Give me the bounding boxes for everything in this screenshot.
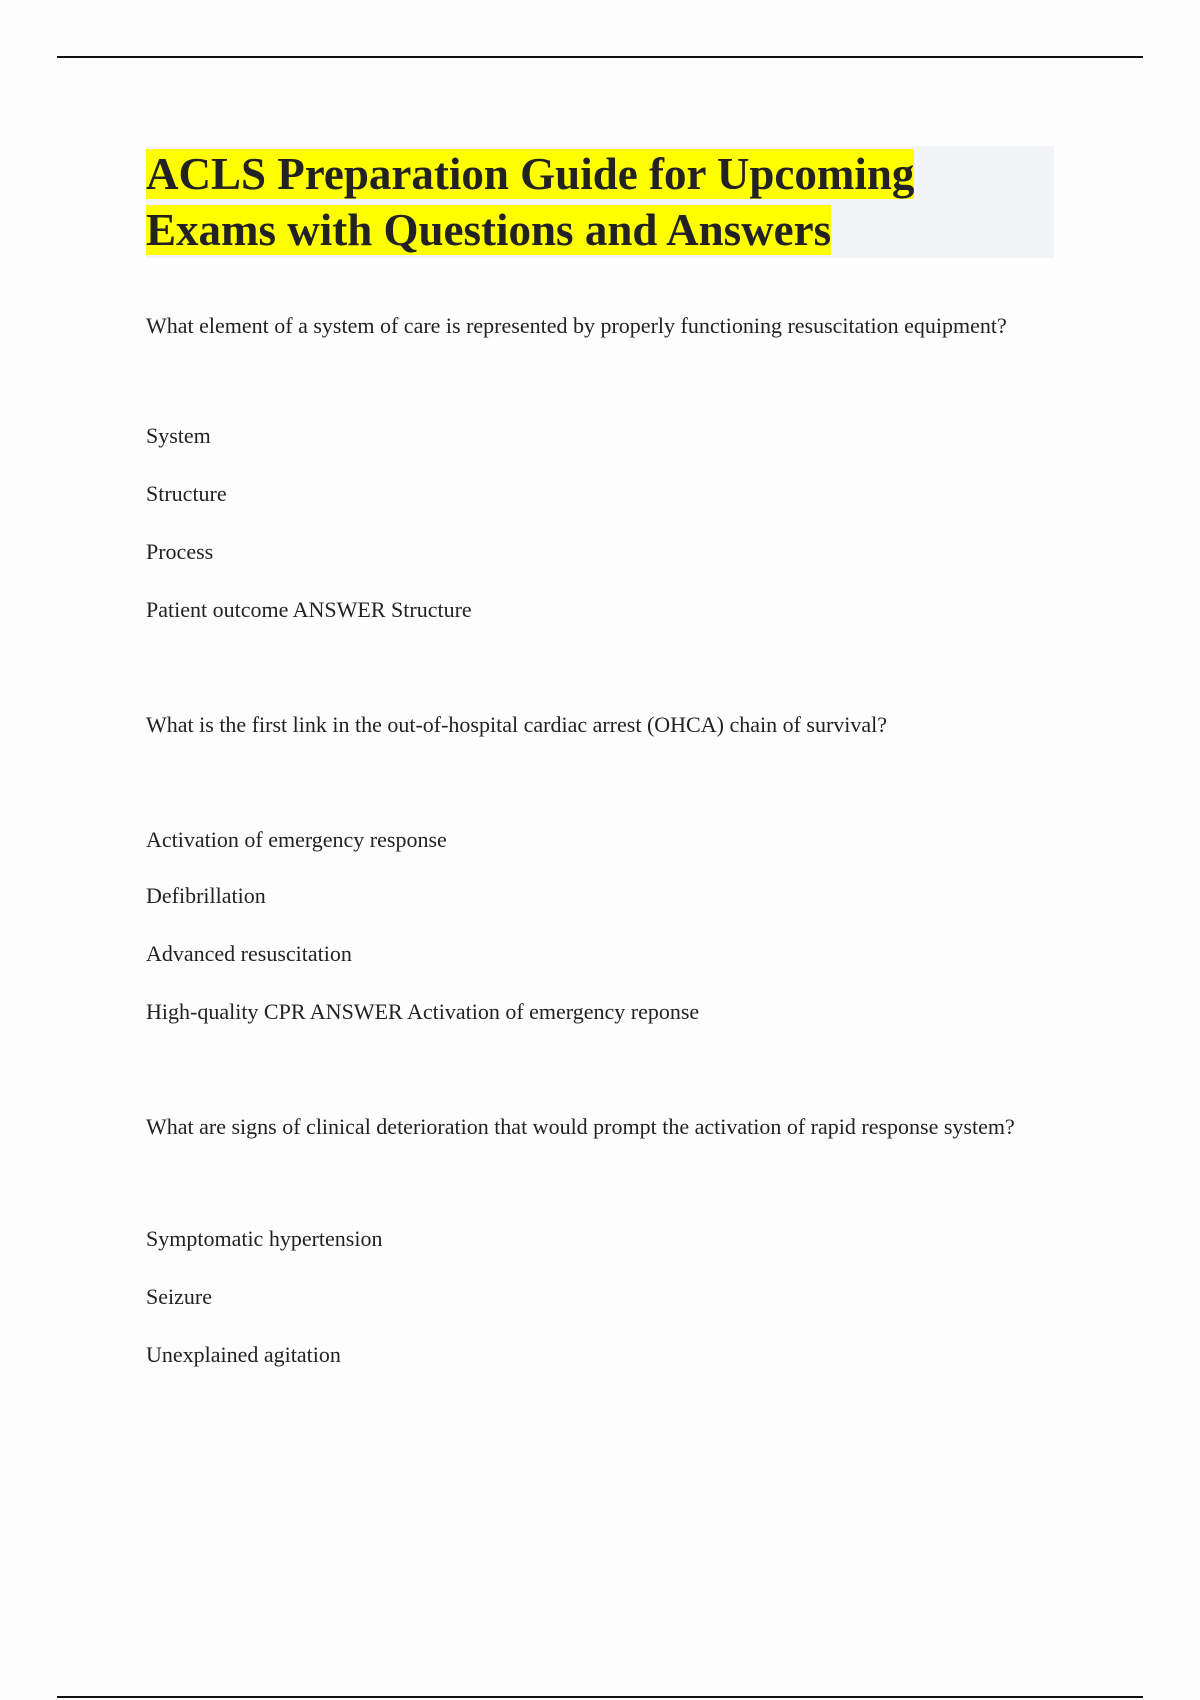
question-text: What element of a system of care is represented by properly functioning resuscitation equipment? <box>146 313 1007 338</box>
answer-option: Process <box>146 539 214 564</box>
question-block <box>146 705 1056 1026</box>
document-title <box>146 146 1054 258</box>
question-block <box>146 306 1056 624</box>
bottom-rule <box>57 1696 1143 1698</box>
answer-option: Seizure <box>146 1284 212 1309</box>
top-rule <box>57 56 1143 58</box>
answer-option: Unexplained agitation <box>146 1342 341 1367</box>
question-block <box>146 1107 1056 1369</box>
answer-option: Defibrillation <box>146 883 266 908</box>
title-box <box>146 146 1054 258</box>
title-line-2: Exams with Questions and Answers <box>146 205 832 255</box>
answer-option: Activation of emergency response <box>146 827 447 852</box>
document-body <box>146 146 1056 1369</box>
answer-option: Symptomatic hypertension <box>146 1226 383 1251</box>
title-line-1: ACLS Preparation Guide for Upcoming <box>146 149 915 199</box>
question-text: What is the first link in the out-of-hospital cardiac arrest (OHCA) chain of survival? <box>146 712 888 737</box>
answer-option: High-quality CPR ANSWER Activation of emergency reponse <box>146 999 700 1024</box>
answer-option: Advanced resuscitation <box>146 941 352 966</box>
answer-option: System <box>146 423 211 448</box>
question-text: What are signs of clinical deterioration that would prompt the activation of rapid response system? <box>146 1114 1015 1139</box>
answer-option: Patient outcome ANSWER Structure <box>146 597 472 622</box>
answer-option: Structure <box>146 481 227 506</box>
